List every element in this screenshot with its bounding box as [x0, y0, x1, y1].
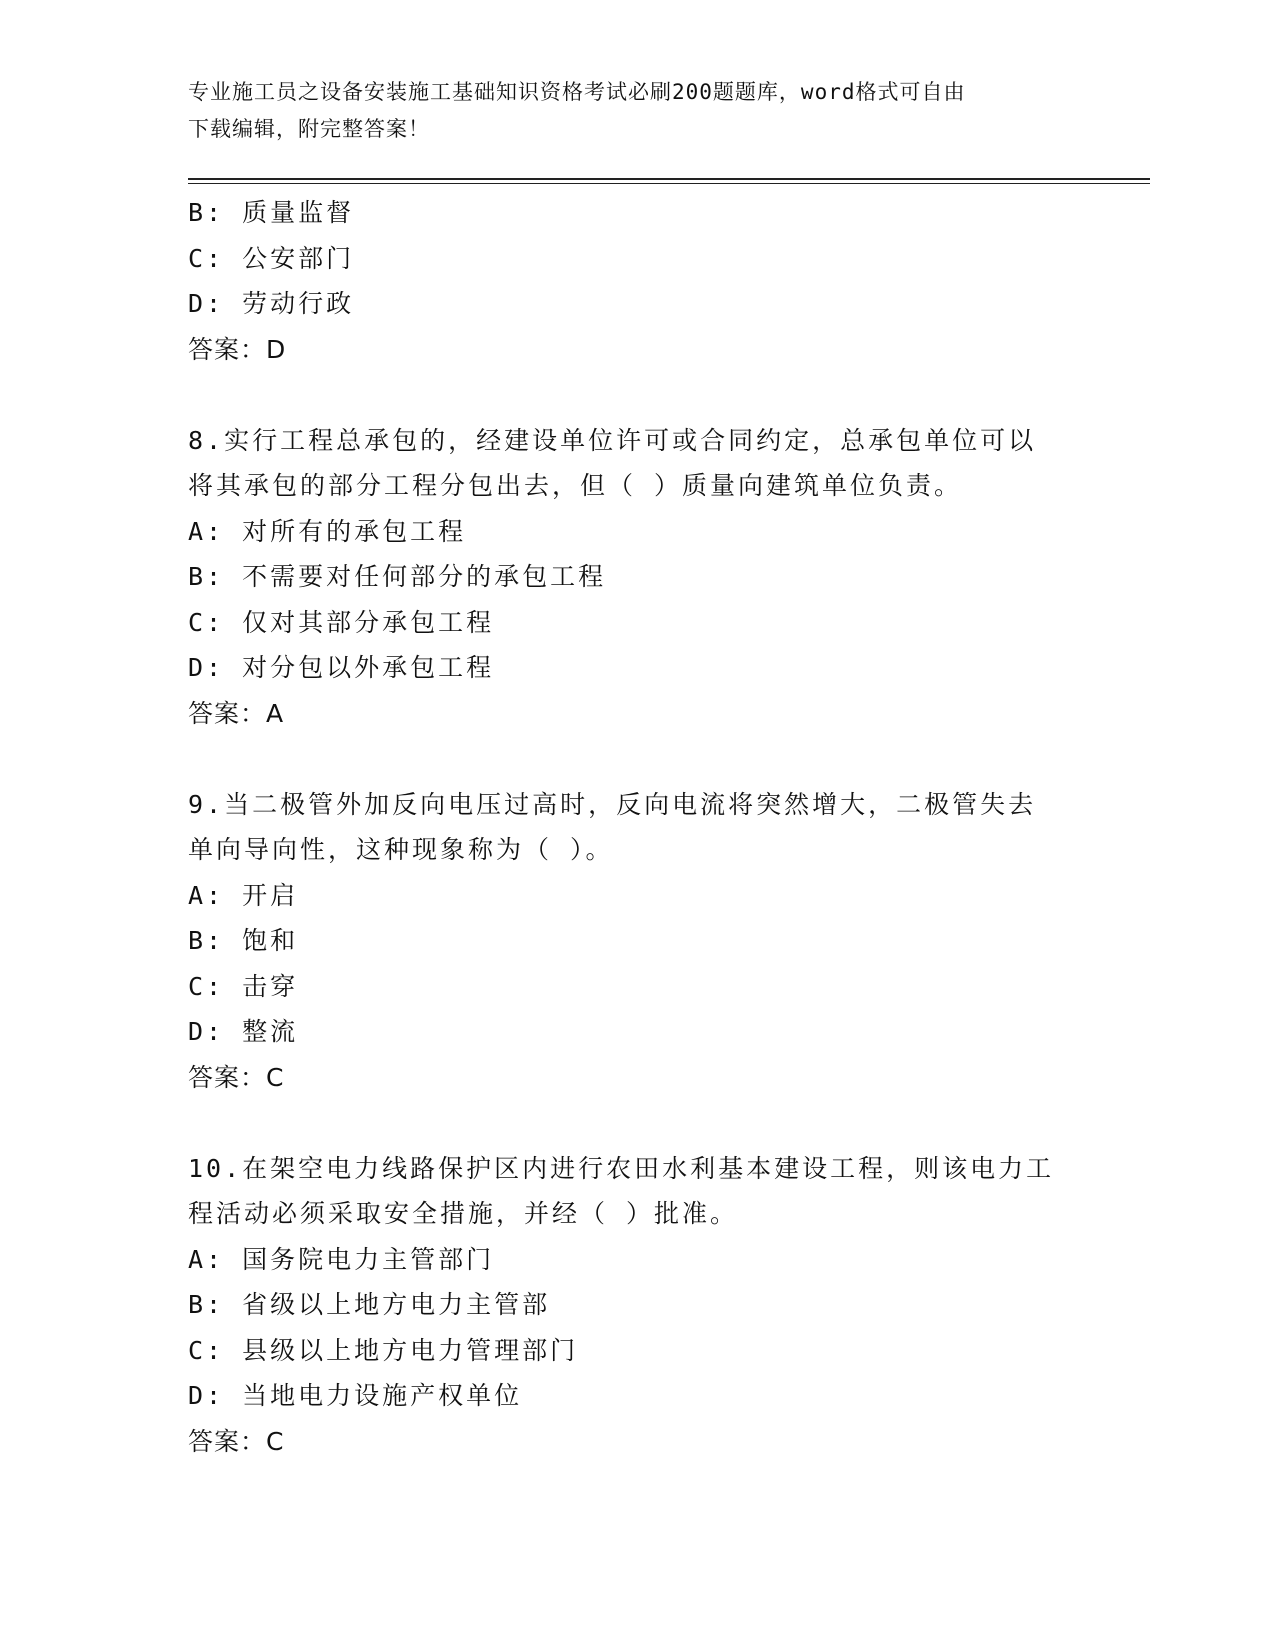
question-text-line-2: 程活动必须采取安全措施，并经（ ）批准。: [188, 1199, 739, 1228]
header-divider-thick: [188, 178, 1150, 180]
option-a: A: 国务院电力主管部门: [188, 1244, 495, 1274]
header-line-2: 下载编辑，附完整答案！: [188, 117, 430, 141]
question-7-tail: [188, 190, 1088, 372]
option-d: D: 对分包以外承包工程: [188, 653, 495, 682]
spacer: [188, 372, 1088, 418]
question-10: [188, 1146, 1088, 1465]
option-b: B: 不需要对任何部分的承包工程: [188, 562, 607, 591]
question-text-line-1: 8.实行工程总承包的，经建设单位许可或合同约定，总承包单位可以: [188, 425, 1037, 455]
spacer: [188, 736, 1088, 782]
option-a: A: 对所有的承包工程: [188, 516, 467, 546]
answer: 答案：C: [188, 1062, 285, 1092]
option-d: D: 当地电力设施产权单位: [188, 1381, 523, 1410]
answer: 答案：C: [188, 1426, 285, 1456]
spacer: [188, 1100, 1088, 1146]
question-text-line-1: 9.当二极管外加反向电压过高时，反向电流将突然增大，二极管失去: [188, 789, 1037, 819]
option-b: B: 省级以上地方电力主管部: [188, 1290, 551, 1319]
question-text-line-1: 10.在架空电力线路保护区内进行农田水利基本建设工程，则该电力工: [188, 1153, 1055, 1183]
header-line-1: 专业施工员之设备安装施工基础知识资格考试必刷200题题库，word格式可自由: [188, 80, 966, 104]
option-d: D: 整流: [188, 1017, 299, 1046]
option-d: D: 劳动行政: [188, 289, 355, 318]
option-a: A: 开启: [188, 880, 299, 910]
option-c: C: 公安部门: [188, 243, 355, 273]
answer: 答案：D: [188, 334, 287, 364]
option-b: B: 质量监督: [188, 198, 355, 227]
option-b: B: 饱和: [188, 926, 299, 955]
option-c: C: 仅对其部分承包工程: [188, 607, 495, 637]
question-9: [188, 782, 1088, 1101]
option-c: C: 击穿: [188, 971, 299, 1001]
option-c: C: 县级以上地方电力管理部门: [188, 1335, 579, 1365]
document-body: [188, 190, 1088, 1464]
question-8: [188, 418, 1088, 737]
header-divider-thin: [188, 183, 1150, 184]
question-text-line-2: 单向导向性，这种现象称为（ ）。: [188, 835, 614, 864]
document-header: [188, 74, 1068, 148]
question-text-line-2: 将其承包的部分工程分包出去，但（ ）质量向建筑单位负责。: [188, 471, 963, 500]
answer: 答案：A: [188, 698, 285, 728]
